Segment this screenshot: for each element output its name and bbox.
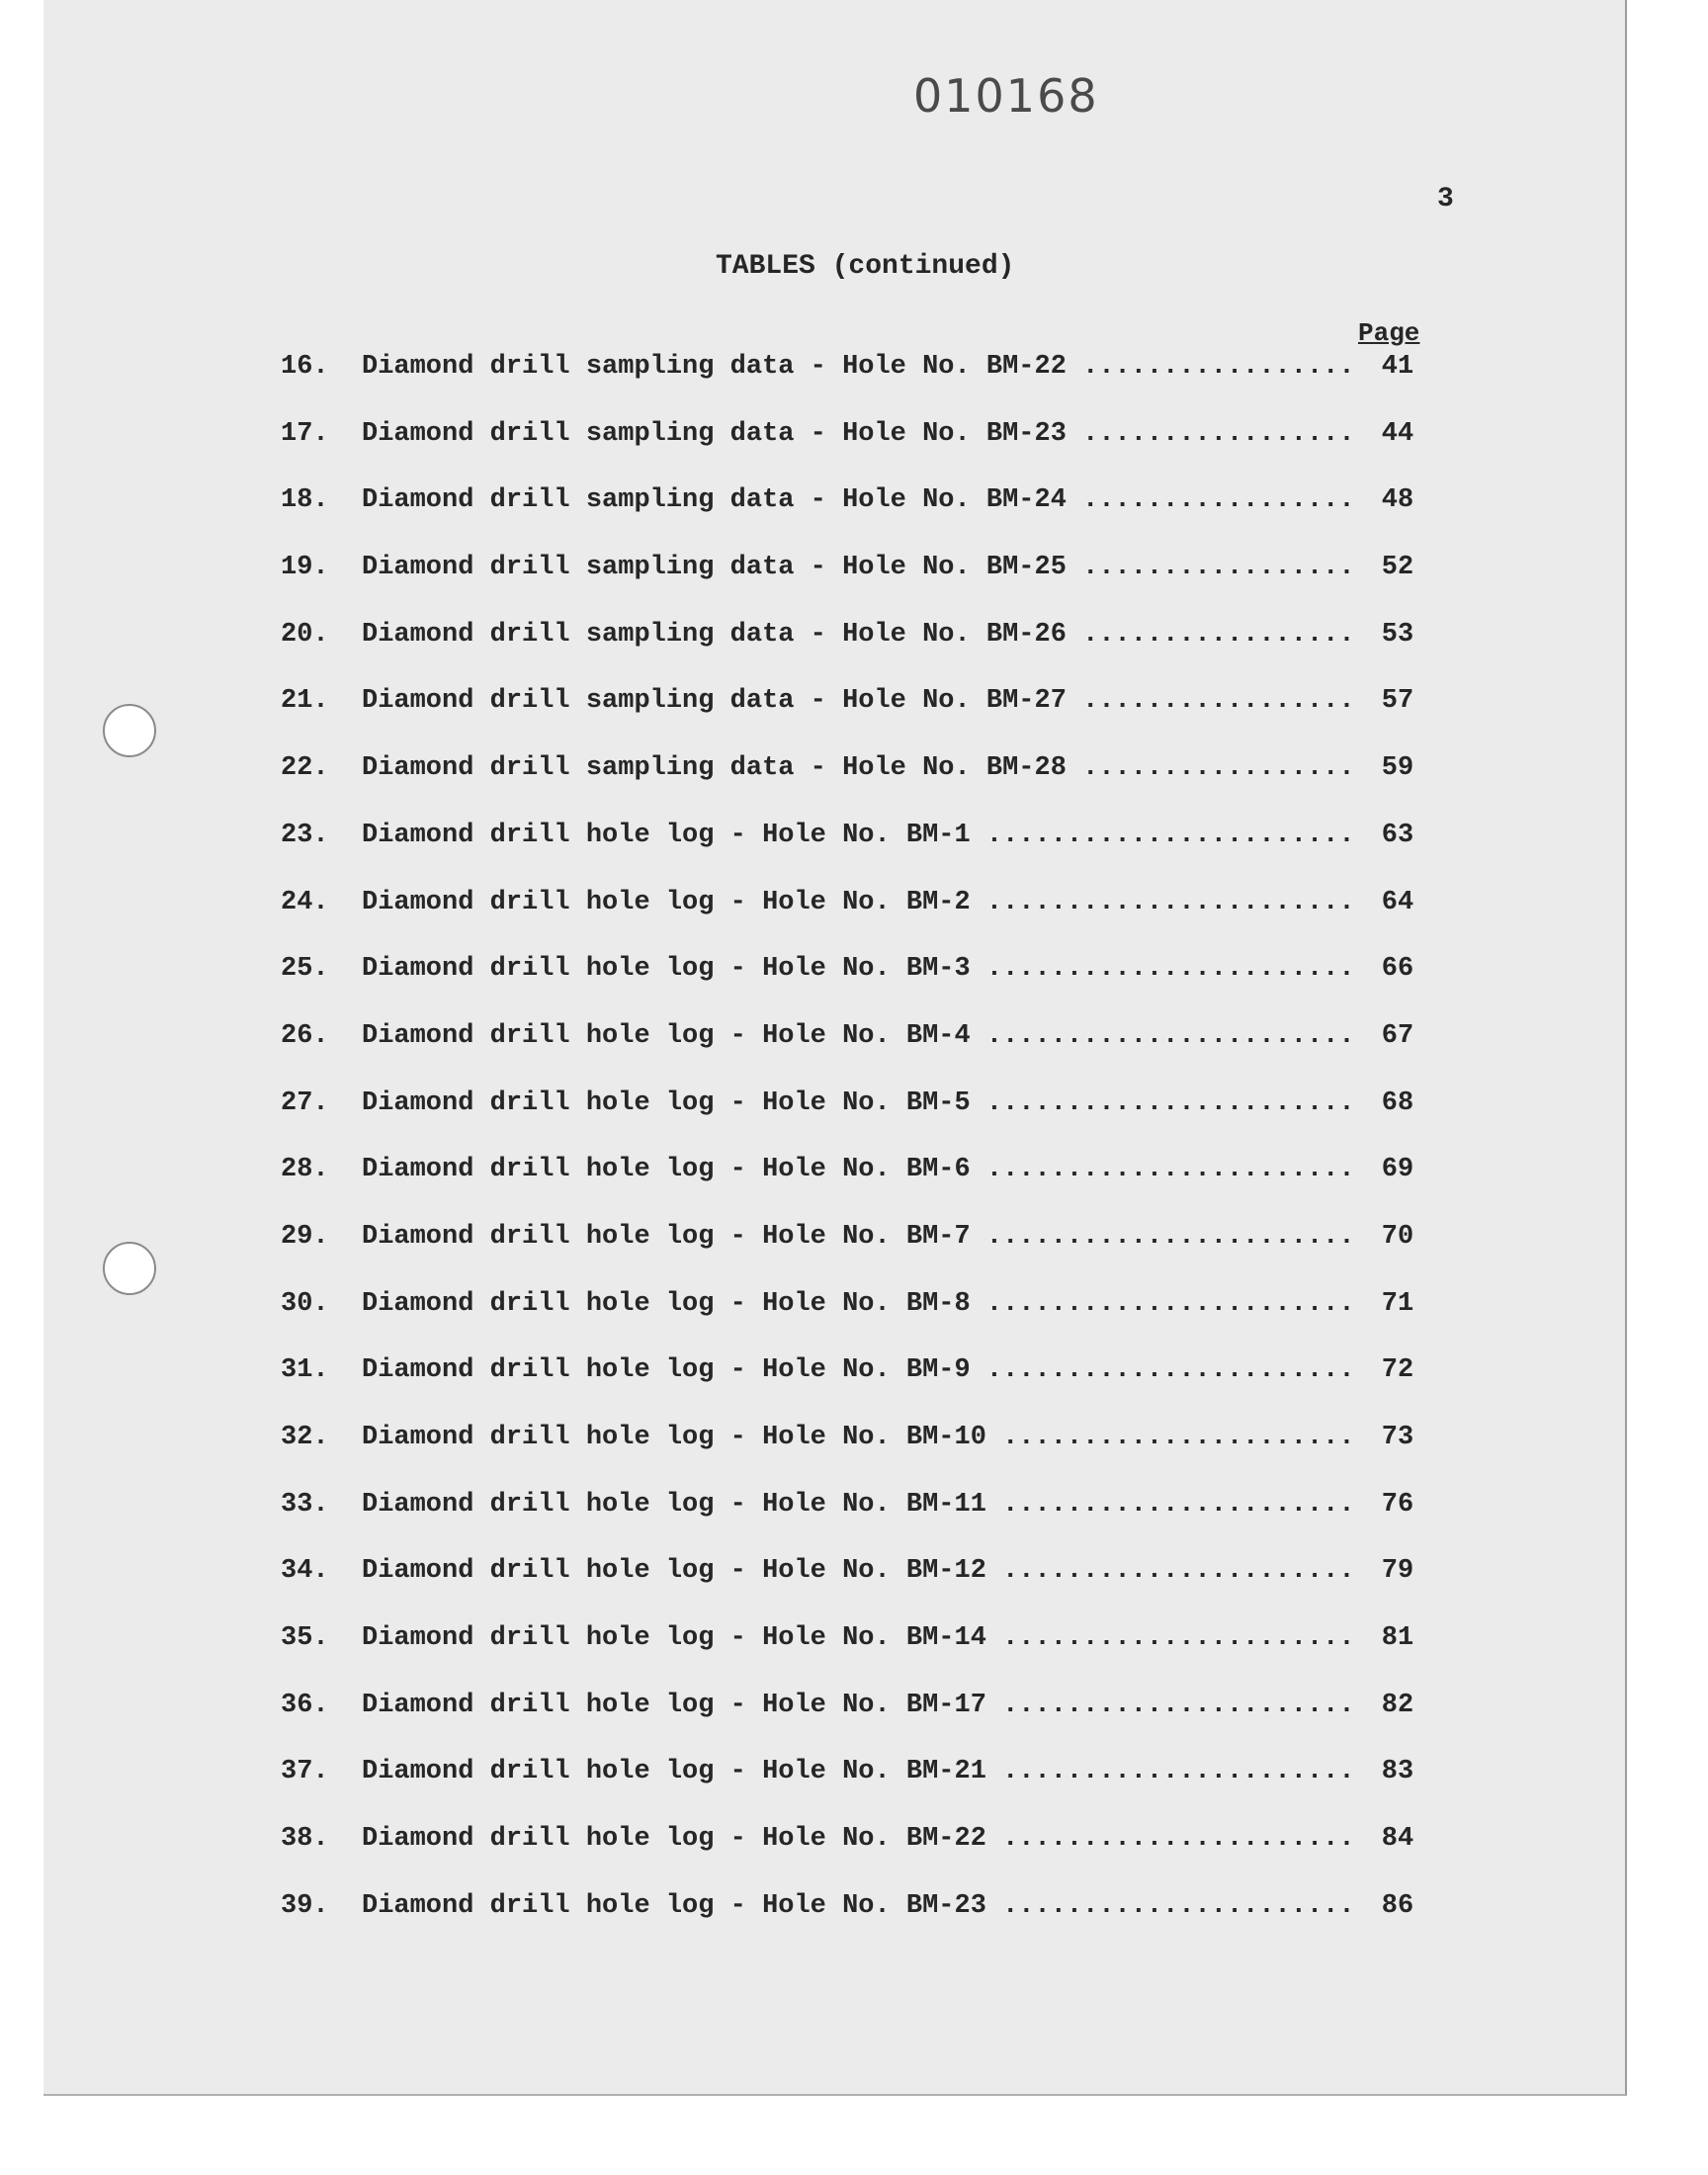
table-of-contents-list bbox=[43, 352, 1625, 1958]
entry-title: Diamond drill hole log - Hole No. BM-6 ..... bbox=[362, 1155, 1360, 1184]
list-item bbox=[43, 352, 1625, 419]
section-heading: TABLES (continued) bbox=[716, 251, 1015, 282]
entry-number: 31. bbox=[281, 1355, 329, 1386]
list-item bbox=[43, 553, 1625, 620]
entry-page-number: 52 bbox=[1381, 553, 1414, 583]
entry-number: 23. bbox=[281, 820, 329, 850]
entry-title: Diamond drill hole log - Hole No. BM-2 ..... bbox=[362, 888, 1360, 917]
entry-title: Diamond drill sampling data - Hole No. BM-25 ..... bbox=[362, 553, 1360, 582]
entry-page-number: 53 bbox=[1381, 619, 1414, 650]
list-item bbox=[43, 1155, 1625, 1222]
entry-title: Diamond drill sampling data - Hole No. BM-26 ..... bbox=[362, 620, 1360, 650]
entry-number: 33. bbox=[281, 1489, 329, 1520]
entry-title: Diamond drill sampling data - Hole No. BM-27 ..... bbox=[362, 686, 1360, 716]
entry-number: 17. bbox=[281, 418, 329, 449]
entry-page-number: 59 bbox=[1381, 753, 1414, 784]
entry-number: 27. bbox=[281, 1088, 329, 1118]
entry-title: Diamond drill hole log - Hole No. BM-14 ..... bbox=[362, 1623, 1360, 1653]
entry-number: 28. bbox=[281, 1155, 329, 1185]
entry-number: 30. bbox=[281, 1288, 329, 1319]
entry-title: Diamond drill sampling data - Hole No. BM-22 ..... bbox=[362, 352, 1360, 382]
entry-number: 25. bbox=[281, 954, 329, 985]
entry-title: Diamond drill hole log - Hole No. BM-12 ..... bbox=[362, 1556, 1360, 1586]
list-item bbox=[43, 1355, 1625, 1423]
entry-number: 36. bbox=[281, 1690, 329, 1720]
list-item bbox=[43, 1423, 1625, 1490]
entry-number: 38. bbox=[281, 1824, 329, 1855]
entry-title: Diamond drill hole log - Hole No. BM-7 ..... bbox=[362, 1222, 1360, 1252]
list-item bbox=[43, 1490, 1625, 1557]
list-item bbox=[43, 620, 1625, 687]
list-item bbox=[43, 686, 1625, 753]
list-item bbox=[43, 1757, 1625, 1824]
entry-page-number: 72 bbox=[1381, 1355, 1414, 1386]
entry-title: Diamond drill hole log - Hole No. BM-1 ..... bbox=[362, 821, 1360, 850]
list-item bbox=[43, 1222, 1625, 1289]
entry-page-number: 64 bbox=[1381, 887, 1414, 917]
list-item bbox=[43, 888, 1625, 955]
entry-page-number: 71 bbox=[1381, 1288, 1414, 1319]
scanned-page bbox=[43, 0, 1627, 2096]
list-item bbox=[43, 485, 1625, 553]
entry-title: Diamond drill hole log - Hole No. BM-5 ..... bbox=[362, 1088, 1360, 1118]
entry-page-number: 57 bbox=[1381, 686, 1414, 717]
entry-number: 16. bbox=[281, 352, 329, 382]
entry-page-number: 84 bbox=[1381, 1824, 1414, 1855]
entry-title: Diamond drill sampling data - Hole No. BM-23 ..... bbox=[362, 419, 1360, 449]
list-item bbox=[43, 1623, 1625, 1691]
entry-number: 29. bbox=[281, 1221, 329, 1252]
list-item bbox=[43, 419, 1625, 486]
entry-page-number: 86 bbox=[1381, 1890, 1414, 1921]
entry-number: 37. bbox=[281, 1757, 329, 1787]
entry-title: Diamond drill hole log - Hole No. BM-17 ..... bbox=[362, 1691, 1360, 1720]
entry-page-number: 76 bbox=[1381, 1489, 1414, 1520]
entry-page-number: 69 bbox=[1381, 1155, 1414, 1185]
entry-number: 19. bbox=[281, 553, 329, 583]
entry-title: Diamond drill hole log - Hole No. BM-10 ..... bbox=[362, 1423, 1360, 1452]
entry-number: 21. bbox=[281, 686, 329, 717]
list-item bbox=[43, 954, 1625, 1021]
list-item bbox=[43, 1824, 1625, 1891]
entry-number: 18. bbox=[281, 485, 329, 516]
entry-page-number: 82 bbox=[1381, 1690, 1414, 1720]
entry-page-number: 73 bbox=[1381, 1423, 1414, 1452]
entry-title: Diamond drill hole log - Hole No. BM-9 ..... bbox=[362, 1355, 1360, 1385]
entry-title: Diamond drill hole log - Hole No. BM-11 ..... bbox=[362, 1490, 1360, 1520]
list-item bbox=[43, 821, 1625, 888]
entry-number: 26. bbox=[281, 1020, 329, 1051]
entry-number: 22. bbox=[281, 753, 329, 784]
entry-title: Diamond drill hole log - Hole No. BM-23 ..... bbox=[362, 1891, 1360, 1921]
entry-title: Diamond drill sampling data - Hole No. BM-28 ..... bbox=[362, 753, 1360, 783]
entry-title: Diamond drill sampling data - Hole No. BM-24 ..... bbox=[362, 485, 1360, 515]
page-column-header: Page bbox=[1358, 318, 1420, 348]
document-number: 010168 bbox=[913, 69, 1099, 123]
entry-page-number: 66 bbox=[1381, 954, 1414, 985]
entry-number: 39. bbox=[281, 1890, 329, 1921]
list-item bbox=[43, 1021, 1625, 1088]
entry-page-number: 63 bbox=[1381, 820, 1414, 850]
entry-page-number: 81 bbox=[1381, 1623, 1414, 1654]
entry-number: 34. bbox=[281, 1556, 329, 1587]
entry-title: Diamond drill hole log - Hole No. BM-22 ..... bbox=[362, 1824, 1360, 1854]
entry-page-number: 79 bbox=[1381, 1556, 1414, 1587]
entry-page-number: 70 bbox=[1381, 1221, 1414, 1252]
entry-number: 24. bbox=[281, 887, 329, 917]
entry-page-number: 83 bbox=[1381, 1757, 1414, 1787]
list-item bbox=[43, 1556, 1625, 1623]
list-item bbox=[43, 1088, 1625, 1156]
entry-number: 20. bbox=[281, 619, 329, 650]
page-number: 3 bbox=[1437, 184, 1454, 215]
entry-title: Diamond drill hole log - Hole No. BM-21 ..... bbox=[362, 1757, 1360, 1786]
entry-number: 35. bbox=[281, 1623, 329, 1654]
entry-title: Diamond drill hole log - Hole No. BM-8 ..... bbox=[362, 1289, 1360, 1319]
list-item bbox=[43, 1891, 1625, 1958]
entry-title: Diamond drill hole log - Hole No. BM-4 ..... bbox=[362, 1021, 1360, 1051]
entry-page-number: 67 bbox=[1381, 1020, 1414, 1051]
list-item bbox=[43, 1691, 1625, 1758]
entry-page-number: 48 bbox=[1381, 485, 1414, 516]
entry-page-number: 44 bbox=[1381, 418, 1414, 449]
entry-title: Diamond drill hole log - Hole No. BM-3 ..... bbox=[362, 954, 1360, 984]
entry-page-number: 41 bbox=[1381, 352, 1414, 382]
list-item bbox=[43, 1289, 1625, 1356]
entry-page-number: 68 bbox=[1381, 1088, 1414, 1118]
entry-number: 32. bbox=[281, 1423, 329, 1452]
list-item bbox=[43, 753, 1625, 821]
